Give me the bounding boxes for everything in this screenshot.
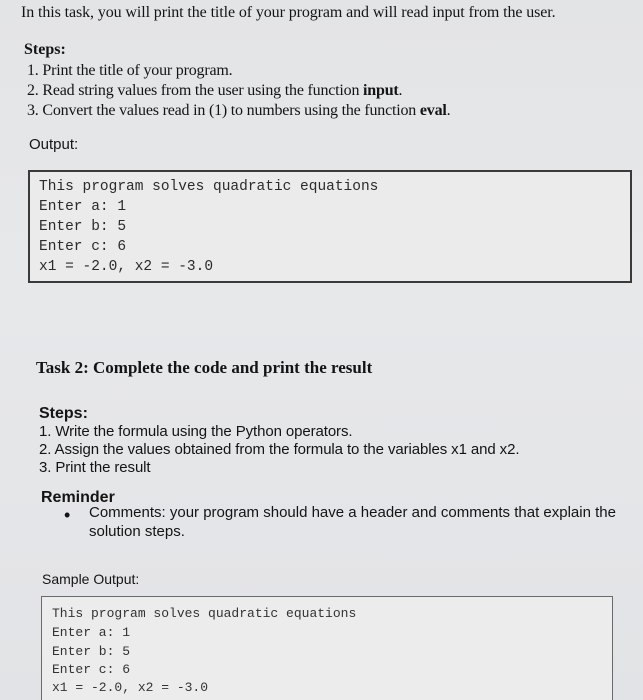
steps-heading: Steps: — [24, 41, 66, 58]
output-label: Output: — [29, 136, 79, 153]
output-line: Enter b: 5 — [39, 219, 127, 235]
task2-step-2: 2. Assign the values obtained from the formula to the variables x1 and x2. — [39, 441, 520, 458]
task1-step-2-keyword: input — [363, 82, 399, 99]
sample-output-box — [41, 596, 613, 700]
sample-output-line: Enter c: 6 — [52, 662, 131, 677]
task2-title: Task 2: Complete the code and print the result — [36, 358, 373, 377]
task2-step-3: 3. Print the result — [39, 459, 151, 476]
task2-step-1: 1. Write the formula using the Python operators. — [39, 423, 353, 440]
task1-step-1: 1. Print the title of your program. — [27, 62, 233, 79]
intro-text: In this task, you will print the title of your program and will read input from the user. — [21, 4, 556, 21]
output-line: Enter c: 6 — [39, 239, 127, 255]
task1-step-3-keyword: eval — [419, 102, 447, 119]
task1-step-2: 2. Read string values from the user using the function input. — [27, 82, 403, 99]
sample-output-line: x1 = -2.0, x2 = -3.0 — [52, 680, 209, 695]
output-line: This program solves quadratic equations — [39, 179, 379, 195]
task1-step-2-text: 2. Read string values from the user using the function — [27, 82, 364, 99]
sample-output-line: Enter b: 5 — [52, 644, 131, 659]
task1-step-3-text: 3. Convert the values read in (1) to numbers using the function — [27, 102, 420, 119]
output-code-box — [28, 170, 632, 283]
bullet-icon: • — [64, 505, 71, 525]
sample-output-label: Sample Output: — [42, 571, 140, 587]
sample-output-line: This program solves quadratic equations — [52, 606, 357, 621]
sample-output-line: Enter a: 1 — [52, 625, 131, 640]
task2-steps-heading: Steps: — [39, 405, 88, 422]
output-line: Enter a: 1 — [39, 199, 127, 215]
output-line: x1 = -2.0, x2 = -3.0 — [39, 259, 214, 275]
reminder-heading: Reminder — [41, 489, 115, 506]
reminder-bullet-text: Comments: your program should have a header and comments that explain the solution steps. — [89, 504, 616, 540]
task1-step-3: 3. Convert the values read in (1) to numbers using the function eval. — [27, 102, 451, 119]
